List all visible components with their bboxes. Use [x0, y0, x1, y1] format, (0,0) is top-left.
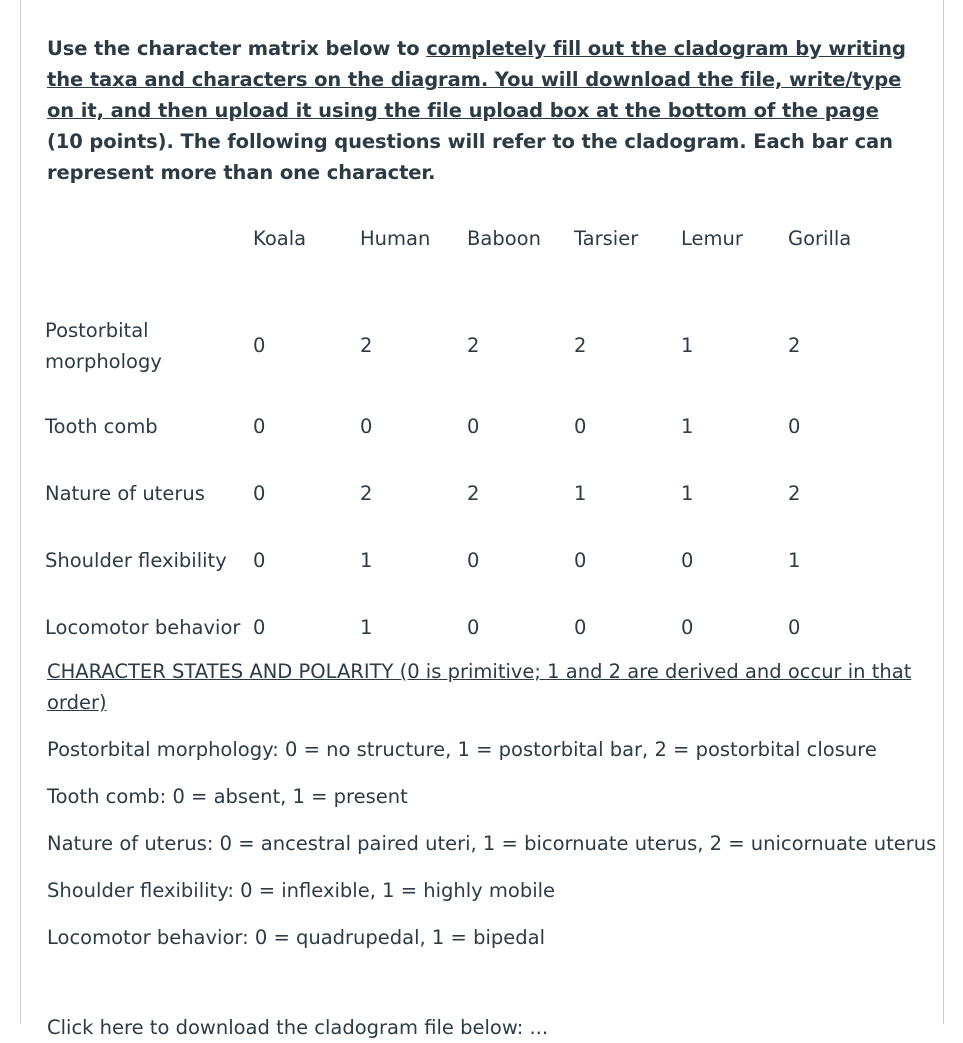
header-empty-cell	[45, 218, 253, 258]
character-matrix-table	[45, 218, 895, 661]
character-label	[45, 258, 253, 393]
state-cell: 1	[681, 415, 694, 438]
state-cell: 0	[574, 549, 587, 572]
state-cell: 2	[360, 334, 373, 357]
character-label-line: Postorbital	[45, 318, 149, 342]
instructions-paragraph	[47, 33, 917, 188]
content-page	[20, 0, 944, 1039]
taxon-header: Koala	[253, 226, 307, 250]
state-definition: Locomotor behavior: 0 = quadrupedal, 1 = bipedal	[47, 926, 545, 949]
instructions-text-1: Use the character matrix below to	[47, 37, 427, 60]
character-label-line: morphology	[45, 349, 162, 373]
table-row	[45, 527, 895, 594]
table-row	[45, 460, 895, 527]
taxon-header: Lemur	[681, 226, 743, 250]
table-row	[45, 594, 895, 661]
table-row	[45, 258, 895, 393]
state-cell: 0	[253, 415, 266, 438]
state-cell: 0	[467, 549, 480, 572]
table-row	[45, 393, 895, 460]
state-cell: 2	[360, 482, 373, 505]
taxon-header: Tarsier	[574, 226, 639, 250]
state-cell: 0	[253, 334, 266, 357]
state-cell: 1	[788, 549, 801, 572]
state-cell: 1	[574, 482, 587, 505]
state-cell: 0	[681, 549, 694, 572]
state-cell: 1	[681, 334, 694, 357]
instructions-text-underlined: completely fill out the cladogram by writing the taxa and characters on the diagram. You will download the file, write/type on it, and then upload it using the file upload box at the bottom of the page	[47, 37, 906, 122]
state-cell: 0	[360, 415, 373, 438]
state-cell: 0	[253, 482, 266, 505]
state-cell: 0	[788, 616, 801, 639]
character-label: Tooth comb	[45, 415, 158, 438]
character-states-heading: CHARACTER STATES AND POLARITY (0 is primitive; 1 and 2 are derived and occur in that order)	[47, 660, 912, 714]
taxon-header: Baboon	[467, 226, 541, 250]
state-cell: 0	[467, 415, 480, 438]
state-cell: 1	[681, 482, 694, 505]
character-label: Nature of uterus	[45, 482, 205, 505]
state-cell: 0	[253, 549, 266, 572]
state-definition: Shoulder flexibility: 0 = inflexible, 1 = highly mobile	[47, 879, 556, 902]
state-cell: 1	[360, 549, 373, 572]
character-label: Locomotor behavior	[45, 616, 241, 639]
character-label: Shoulder flexibility	[45, 549, 227, 572]
state-cell: 2	[574, 334, 587, 357]
taxon-header: Human	[360, 226, 431, 250]
state-cell: 1	[360, 616, 373, 639]
state-definition: Nature of uterus: 0 = ancestral paired uteri, 1 = bicornuate uterus, 2 = unicornuate uterus	[47, 832, 937, 855]
state-cell: 0	[788, 415, 801, 438]
download-instruction-text: Click here to download the cladogram file below: ...	[47, 1016, 549, 1039]
state-cell: 2	[467, 482, 480, 505]
state-cell: 2	[788, 482, 801, 505]
state-definition: Postorbital morphology: 0 = no structure, 1 = postorbital bar, 2 = postorbital closure	[47, 738, 877, 761]
state-cell: 0	[253, 616, 266, 639]
state-cell: 2	[788, 334, 801, 357]
table-header-row	[45, 218, 895, 258]
state-definition: Tooth comb: 0 = absent, 1 = present	[47, 785, 408, 808]
state-cell: 2	[467, 334, 480, 357]
state-cell: 0	[574, 415, 587, 438]
taxon-header: Gorilla	[788, 226, 852, 250]
state-cell: 0	[681, 616, 694, 639]
instructions-text-3: (10 points). The following questions will refer to the cladogram. Each bar can represent more than one character.	[47, 130, 893, 184]
state-cell: 0	[467, 616, 480, 639]
state-cell: 0	[574, 616, 587, 639]
